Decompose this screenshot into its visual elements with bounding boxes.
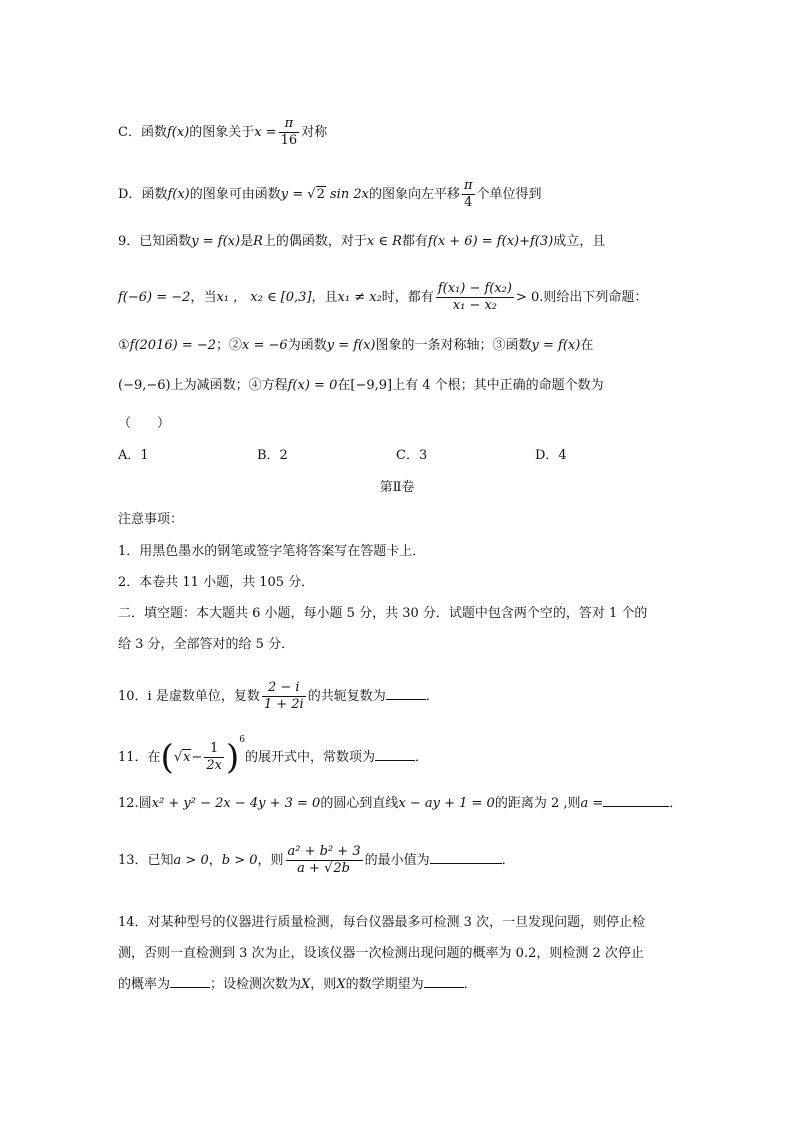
- text: ．: [463, 977, 477, 992]
- text: ，则: [310, 977, 337, 992]
- answer-blank: [603, 794, 669, 807]
- fraction-denominator: 1 + 2i: [263, 697, 304, 712]
- math: b > 0: [221, 853, 258, 868]
- answer-paren: （ ）: [118, 416, 171, 431]
- q10: [118, 680, 439, 713]
- math: a =: [580, 796, 604, 811]
- fraction: [462, 178, 475, 211]
- text: 函数: [140, 125, 167, 140]
- choice-a: A．1: [118, 448, 149, 463]
- text: 的展开式中，常数项为: [244, 750, 375, 765]
- text: 的最小值为: [364, 853, 430, 868]
- text: 函数: [141, 187, 168, 202]
- q9-line-2: [118, 281, 647, 314]
- math: X: [336, 977, 346, 992]
- text: −: [191, 750, 203, 765]
- part2-line-2: 给 3 分，全部答对的给 5 分．: [118, 637, 295, 652]
- option-label: C．: [118, 125, 141, 140]
- text: ；设检测次数为: [210, 977, 302, 992]
- text: ，当: [190, 290, 217, 305]
- text: ；②: [216, 338, 243, 353]
- text: 图象的一条对称轴；③函数: [375, 338, 532, 353]
- math: X: [301, 977, 311, 992]
- radicand: 2: [316, 187, 325, 202]
- answer-blank: [424, 975, 464, 988]
- text: ．: [425, 689, 439, 704]
- text: 上为减函数；④方程: [170, 378, 288, 393]
- math-sin: sin 2x: [330, 187, 369, 202]
- math: y = f(x): [531, 338, 581, 353]
- sqrt: √2: [307, 187, 325, 202]
- q14-line-1: 14．对某种型号的仪器进行质量检测，每台仪器最多可检测 3 次，一旦发现问题，则停止检: [118, 915, 646, 930]
- text: 的数学期望为: [345, 977, 424, 992]
- math-lhs: y =: [280, 187, 304, 202]
- math: x₁ ≠ x₂: [337, 290, 382, 305]
- math: f(−6) = −2: [118, 290, 191, 305]
- math-lhs: x =: [254, 125, 277, 140]
- text: ，且: [311, 290, 338, 305]
- text: ．: [669, 796, 683, 811]
- text: 12.圆: [118, 796, 152, 811]
- text: 的共轭复数为: [307, 689, 386, 704]
- text: 都有: [401, 234, 428, 249]
- math: x₁ ， x₂ ∈ [0,3]: [216, 290, 312, 305]
- fraction-numerator: f(x₁) − f(x₂): [437, 281, 512, 296]
- text: 上的偶函数，对于: [262, 234, 367, 249]
- math: R: [253, 234, 263, 249]
- text: 为函数: [287, 338, 327, 353]
- q14-line-2: 测，否则一直检测到 3 次为止，设该仪器一次检测出现问题的概率为 0.2，则检测 2 次停止: [118, 946, 644, 961]
- note-item-2: 2．本卷共 11 小题，共 105 分．: [118, 575, 315, 590]
- fraction: [436, 281, 514, 314]
- fraction: [279, 116, 300, 149]
- q8-option-c: [118, 116, 327, 149]
- radicand: x: [183, 750, 191, 765]
- text: 的圆心到直线: [320, 796, 399, 811]
- math: y = f(x): [326, 338, 376, 353]
- fraction-denominator: 2x: [206, 758, 222, 773]
- q11: [118, 734, 428, 778]
- text: ①: [118, 338, 130, 353]
- math: a +: [297, 861, 320, 876]
- math: x ∈ R: [366, 234, 402, 249]
- text: .则给出下列命题：: [539, 290, 648, 305]
- text: 在: [337, 378, 351, 393]
- option-label: D．: [118, 187, 142, 202]
- text: 时，都有: [381, 290, 434, 305]
- math: x² + y² − 2x − 4y + 3 = 0: [151, 796, 321, 811]
- q8-option-d: [118, 178, 542, 211]
- part2-line-1: 二．填空题：本大题共 6 小题，每小题 5 分，共 30 分．试题中包含两个空的，答对 1 个的: [118, 606, 648, 621]
- math: > 0: [515, 290, 540, 305]
- fraction: [262, 680, 306, 713]
- notes-title: 注意事项：: [118, 512, 184, 527]
- math: (−9,−6): [118, 378, 171, 393]
- math: [−9,9]: [350, 378, 393, 393]
- answer-blank: [375, 748, 415, 761]
- fraction-numerator: 1: [210, 741, 219, 756]
- q13: [118, 844, 515, 877]
- math: x − ay + 1 = 0: [398, 796, 495, 811]
- math: x = −6: [242, 338, 288, 353]
- section-title: 第Ⅱ卷: [379, 480, 415, 495]
- text: ．: [414, 750, 428, 765]
- text: 的图象可由函数: [189, 187, 281, 202]
- text: 11．在: [118, 750, 161, 765]
- text: 上有 4 个根；其中正确的命题个数为: [392, 378, 604, 393]
- text: 个单位得到: [476, 187, 542, 202]
- math-fx: f(x): [167, 187, 190, 202]
- text: 13．已知: [118, 853, 174, 868]
- choice-b: B．2: [257, 448, 288, 463]
- radicand: 2b: [333, 861, 350, 876]
- text: 对称: [301, 125, 328, 140]
- math: y = f(x): [191, 234, 241, 249]
- fraction-denominator: 4: [462, 194, 475, 211]
- fraction: [286, 844, 363, 877]
- note-item-1: 1．用黑色墨水的钢笔或签字笔将答案写在答题卡上．: [118, 544, 426, 559]
- choice-d: D．4: [535, 448, 567, 463]
- q9-line-4: [118, 376, 604, 396]
- math-fx: f(x): [166, 125, 190, 140]
- text: ．: [501, 853, 515, 868]
- fraction: [204, 741, 224, 774]
- text: 的图象关于: [189, 125, 255, 140]
- q12: [118, 794, 682, 814]
- text: ，则: [257, 853, 284, 868]
- question-number: 9．已知函数: [118, 234, 192, 249]
- exponent: 6: [239, 734, 245, 745]
- q14-line-3: [118, 975, 477, 995]
- fraction-numerator: π: [463, 178, 473, 193]
- text: 的距离为 2 ,则: [494, 796, 581, 811]
- q9-line-1: [118, 232, 605, 252]
- choice-c: C．3: [396, 448, 428, 463]
- answer-blank: [386, 687, 426, 700]
- fraction-numerator: 2 − i: [267, 680, 300, 695]
- right-paren: ): [225, 737, 240, 778]
- sqrt: √x: [173, 750, 191, 765]
- fraction-numerator: a² + b² + 3: [287, 844, 361, 859]
- answer-blank: [170, 975, 210, 988]
- fraction-denominator: x₁ − x₂: [436, 297, 514, 314]
- text: 在: [580, 338, 594, 353]
- math: f(x + 6) = f(x)+f(3): [427, 234, 554, 249]
- math: f(x) = 0: [287, 378, 338, 393]
- text: 是: [240, 234, 254, 249]
- text: 成立，且: [553, 234, 606, 249]
- fraction-denominator: [286, 860, 363, 877]
- q9-line-3: [118, 336, 593, 356]
- fraction-denominator: 16: [280, 133, 298, 148]
- sqrt: √2b: [324, 861, 350, 876]
- text: 的图象向左平移: [368, 187, 460, 202]
- math: a > 0: [173, 853, 209, 868]
- fraction-numerator: π: [284, 116, 294, 131]
- math: f(2016) = −2: [129, 338, 217, 353]
- text: 的概率为: [118, 977, 171, 992]
- answer-blank: [430, 851, 502, 864]
- left-paren: (: [160, 737, 174, 778]
- text: 10．i 是虚数单位，复数: [118, 689, 260, 704]
- text: ，: [208, 853, 222, 868]
